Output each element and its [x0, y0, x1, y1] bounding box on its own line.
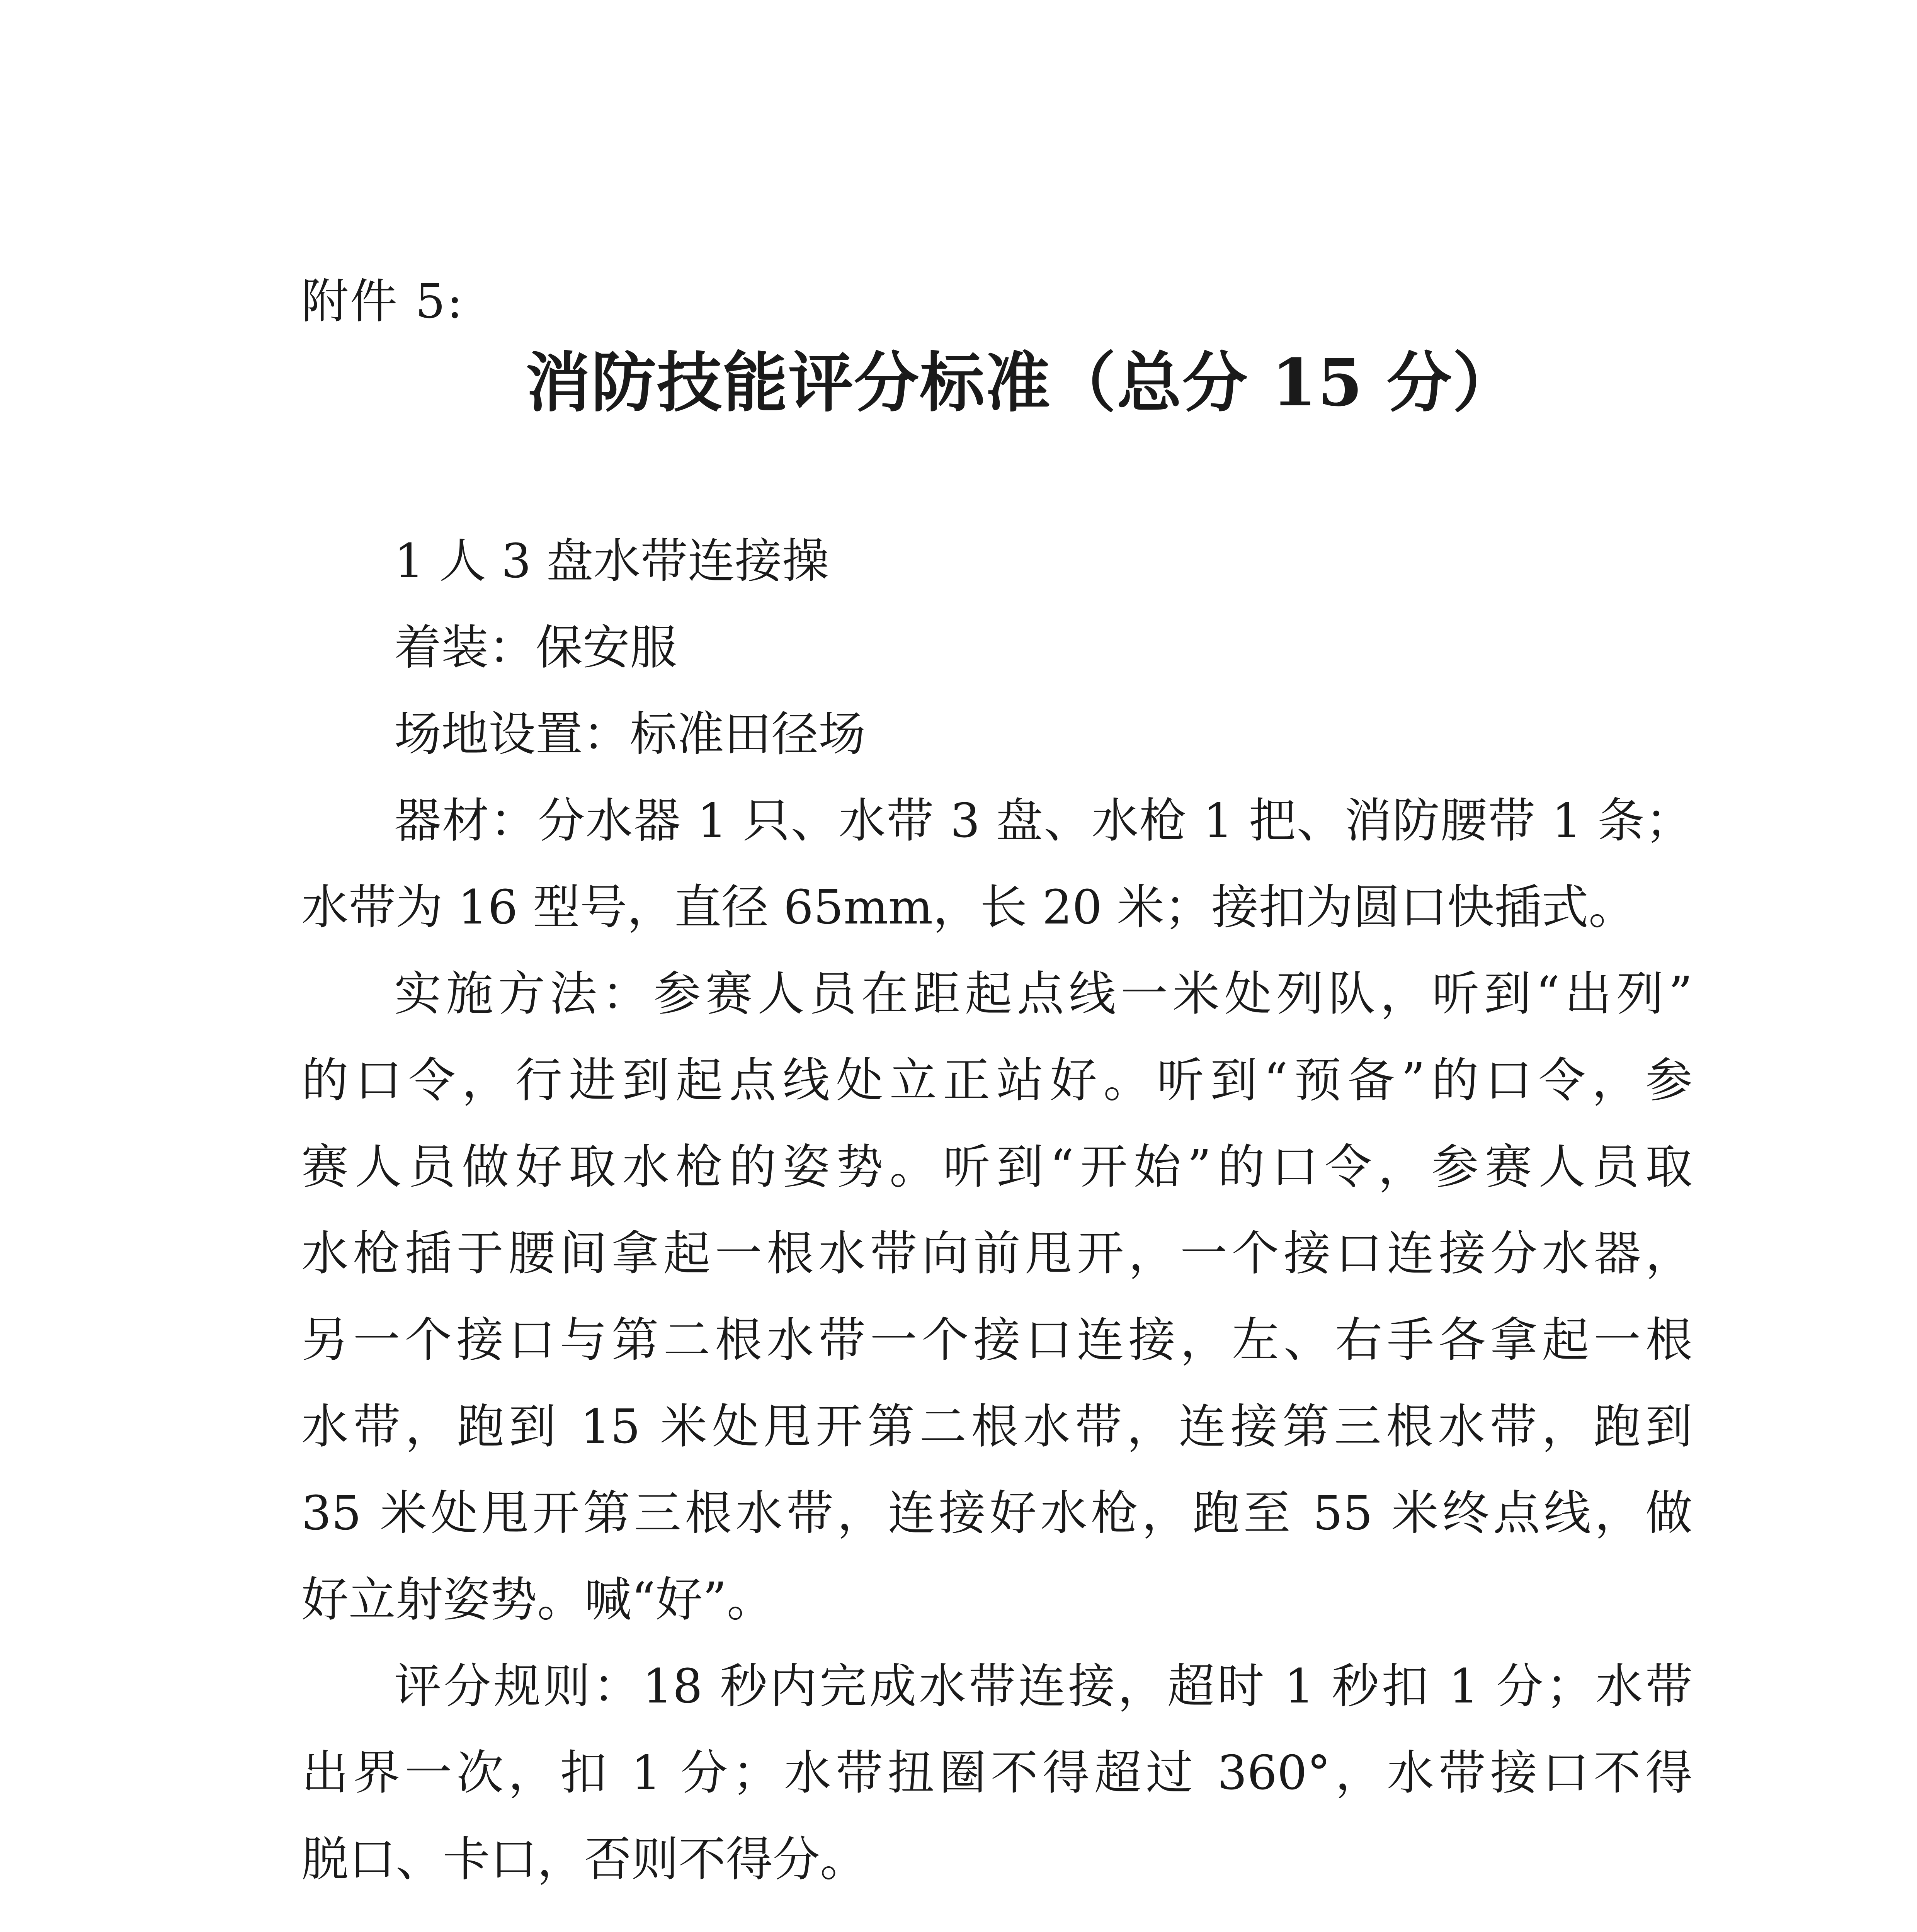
- line-method-cont: 35 米处甩开第三根水带，连接好水枪，跑至 55 米终点线，做: [301, 1486, 1692, 1541]
- line-method: 实施方法：参赛人员在距起点线一米处列队，听到“出列”: [394, 966, 1692, 1021]
- line-equipment: 器材：分水器 1 只、水带 3 盘、水枪 1 把、消防腰带 1 条；: [394, 793, 1692, 848]
- line-scoring-cont: 出界一次，扣 1 分；水带扭圈不得超过 360°，水带接口不得: [301, 1745, 1692, 1800]
- document-body: [301, 518, 1692, 1903]
- line-attire: 着装：保安服: [394, 620, 677, 675]
- line-method-cont: 水枪插于腰间拿起一根水带向前甩开，一个接口连接分水器，: [301, 1226, 1692, 1281]
- line-method-cont: 另一个接口与第二根水带一个接口连接，左、右手各拿起一根: [301, 1313, 1692, 1367]
- line-scoring: 评分规则：18 秒内完成水带连接，超时 1 秒扣 1 分；水带: [394, 1659, 1692, 1714]
- line-event-name: 1 人 3 盘水带连接操: [394, 534, 829, 588]
- line-scoring-end: 脱口、卡口，否则不得分。: [301, 1832, 867, 1887]
- line-method-cont: 赛人员做好取水枪的姿势。听到“开始”的口令，参赛人员取: [301, 1139, 1692, 1194]
- line-equipment-cont: 水带为 16 型号，直径 65mm，长 20 米；接扣为圆口快插式。: [301, 880, 1636, 935]
- line-method-cont: 的口令，行进到起点线处立正站好。听到“预备”的口令，参: [301, 1053, 1692, 1108]
- line-method-end: 好立射姿势。喊“好”。: [301, 1572, 774, 1627]
- attachment-label: 附件 5:: [301, 274, 464, 329]
- document-title: 消防技能评分标准（总分 15 分）: [526, 344, 1518, 421]
- line-venue: 场地设置：标准田径场: [394, 707, 866, 762]
- line-method-cont: 水带，跑到 15 米处甩开第二根水带，连接第三根水带，跑到: [301, 1399, 1692, 1454]
